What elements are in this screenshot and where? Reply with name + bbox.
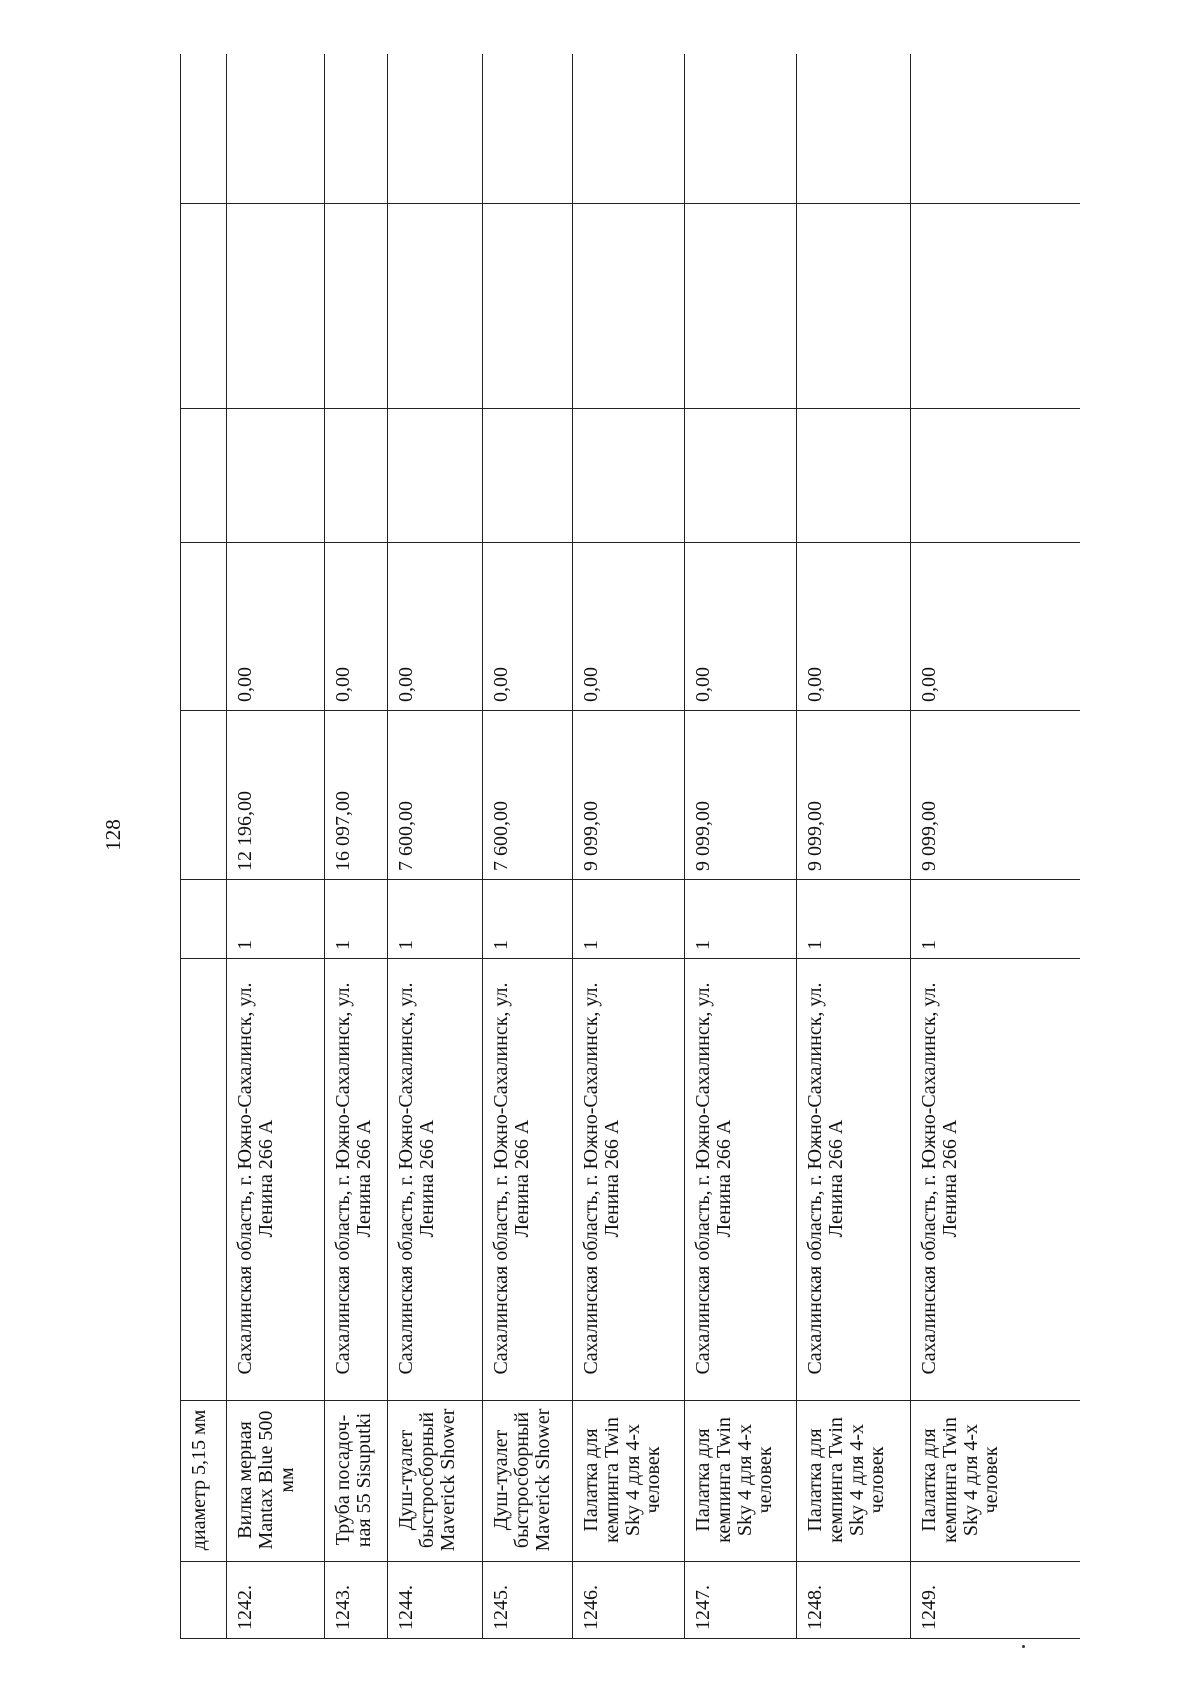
cell-empty	[325, 204, 388, 409]
cell-empty	[685, 409, 797, 543]
cell-empty	[685, 54, 797, 204]
cell-name: Палатка для кемпинга Twin Sky 4 для 4-х человек	[911, 1401, 1081, 1562]
cell-price: 9 099,00	[797, 711, 911, 880]
cell-empty	[181, 204, 227, 409]
page-number: 128	[101, 819, 125, 851]
cell-address: Сахалинская область, г. Южно-Сахалинск, ул. Ленина 266 А	[325, 959, 388, 1401]
cell-qty: 1	[483, 880, 573, 959]
cell-qty	[181, 880, 227, 959]
cell-num	[181, 1562, 227, 1639]
cell-empty	[685, 204, 797, 409]
cell-address: Сахалинская область, г. Южно-Сахалинск, ул. Ленина 266 А	[483, 959, 573, 1401]
cell-address: Сахалинская область, г. Южно-Сахалинск, ул. Ленина 266 А	[911, 959, 1081, 1401]
cell-empty	[797, 204, 911, 409]
cell-price	[181, 711, 227, 880]
cell-num: 1249.	[911, 1562, 1081, 1639]
table-row	[573, 54, 685, 1639]
cell-empty	[388, 204, 483, 409]
cell-amount: 0,00	[483, 543, 573, 711]
table-row	[685, 54, 797, 1639]
cell-name: Палатка для кемпинга Twin Sky 4 для 4-х человек	[797, 1401, 911, 1562]
cell-num: 1246.	[573, 1562, 685, 1639]
cell-empty	[325, 54, 388, 204]
table-row	[911, 54, 1081, 1639]
cell-qty: 1	[911, 880, 1081, 959]
cell-price: 7 600,00	[483, 711, 573, 880]
cell-name: Душ-туалет быстросборный Maverick Shower	[483, 1401, 573, 1562]
cell-empty	[483, 409, 573, 543]
cell-empty	[227, 204, 325, 409]
cell-empty	[181, 54, 227, 204]
cell-qty: 1	[388, 880, 483, 959]
cell-empty	[797, 409, 911, 543]
cell-price: 12 196,00	[227, 711, 325, 880]
inventory-table-frame	[180, 54, 1080, 1639]
cell-empty	[227, 409, 325, 543]
cell-name: Палатка для кемпинга Twin Sky 4 для 4-х человек	[573, 1401, 685, 1562]
cell-empty	[388, 54, 483, 204]
cell-empty	[797, 54, 911, 204]
cell-address	[181, 959, 227, 1401]
table-row	[388, 54, 483, 1639]
cell-amount: 0,00	[911, 543, 1081, 711]
cell-qty: 1	[797, 880, 911, 959]
table-row	[227, 54, 325, 1639]
cell-address: Сахалинская область, г. Южно-Сахалинск, ул. Ленина 266 А	[797, 959, 911, 1401]
cell-empty	[483, 54, 573, 204]
cell-amount: 0,00	[388, 543, 483, 711]
cell-empty	[181, 409, 227, 543]
cell-amount: 0,00	[797, 543, 911, 711]
cell-num: 1242.	[227, 1562, 325, 1639]
cell-num: 1245.	[483, 1562, 573, 1639]
cell-address: Сахалинская область, г. Южно-Сахалинск, ул. Ленина 266 А	[388, 959, 483, 1401]
cell-name: Труба посадоч-ная 55 Sisuputki	[325, 1401, 388, 1562]
cell-empty	[911, 409, 1081, 543]
cell-address: Сахалинская область, г. Южно-Сахалинск, ул. Ленина 266 А	[685, 959, 797, 1401]
cell-amount: 0,00	[227, 543, 325, 711]
cell-empty	[573, 204, 685, 409]
cell-price: 16 097,00	[325, 711, 388, 880]
cell-amount: 0,00	[325, 543, 388, 711]
cell-num: 1247.	[685, 1562, 797, 1639]
table-row	[483, 54, 573, 1639]
cell-name: Вилка мерная Mantax Blue 500 мм	[227, 1401, 325, 1562]
cell-address: Сахалинская область, г. Южно-Сахалинск, ул. Ленина 266 А	[227, 959, 325, 1401]
inventory-table	[180, 54, 1080, 1639]
cell-empty	[325, 409, 388, 543]
cell-name: диаметр 5,15 мм	[181, 1401, 227, 1562]
cell-amount	[181, 543, 227, 711]
cell-amount: 0,00	[685, 543, 797, 711]
cell-num: 1243.	[325, 1562, 388, 1639]
cell-qty: 1	[227, 880, 325, 959]
cell-num: 1244.	[388, 1562, 483, 1639]
cell-price: 9 099,00	[573, 711, 685, 880]
cell-name: Палатка для кемпинга Twin Sky 4 для 4-х человек	[685, 1401, 797, 1562]
cell-empty	[227, 54, 325, 204]
cell-qty: 1	[685, 880, 797, 959]
cell-empty	[483, 204, 573, 409]
cell-empty	[388, 409, 483, 543]
cell-empty	[911, 54, 1081, 204]
table-row	[797, 54, 911, 1639]
cell-empty	[573, 54, 685, 204]
table-row-header	[181, 54, 227, 1639]
table-row	[325, 54, 388, 1639]
cell-qty: 1	[573, 880, 685, 959]
cell-qty: 1	[325, 880, 388, 959]
cell-empty	[911, 204, 1081, 409]
cell-price: 9 099,00	[911, 711, 1081, 880]
cell-num: 1248.	[797, 1562, 911, 1639]
cell-name: Душ-туалет быстросборный Maverick Shower	[388, 1401, 483, 1562]
cell-address: Сахалинская область, г. Южно-Сахалинск, ул. Ленина 266 А	[573, 959, 685, 1401]
cell-price: 9 099,00	[685, 711, 797, 880]
cell-price: 7 600,00	[388, 711, 483, 880]
cell-amount: 0,00	[573, 543, 685, 711]
scan-speck	[1022, 1645, 1025, 1648]
cell-empty	[573, 409, 685, 543]
